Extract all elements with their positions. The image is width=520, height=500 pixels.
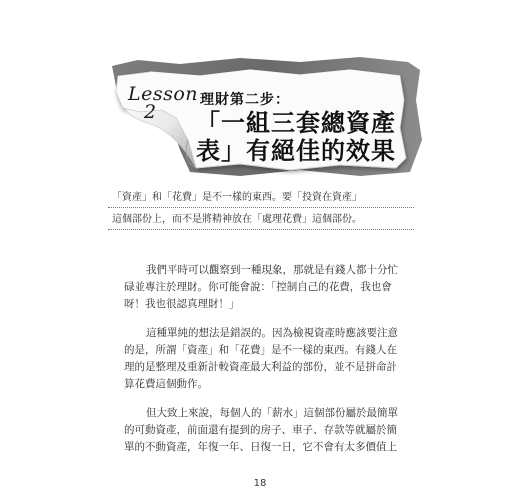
body-text — [124, 262, 404, 456]
key-point-line: 「資產」和「花費」是不一樣的東西。要「投資在資產」 — [108, 188, 414, 208]
lesson-subtitle: 理財第二步： — [200, 92, 290, 108]
text-line: 這種單純的想法是錯誤的。因為檢視資產時應該要注意 — [146, 327, 398, 339]
lesson-label: Lesson — [128, 83, 199, 105]
text-line: 呀！我也很認真理財！」 — [124, 298, 240, 310]
text-line: 但大致上來說，每個人的「薪水」這個部份屬於最簡單 — [146, 407, 398, 419]
text-line: 我們平時可以觀察到一種現象，那就是有錢人都十分忙 — [146, 264, 398, 276]
paragraph — [124, 325, 404, 393]
page-number: 18 — [253, 478, 267, 489]
text-line: 理的是整理及重新計較資產最大利益的部份，並不是拼命計 — [124, 361, 397, 373]
lesson-number: 2 — [144, 101, 157, 123]
lesson-title-line-1: 「一組三套總資產 — [196, 108, 396, 137]
text-line: 單的不動資產，年復一年、日復一日，它不會有太多價值上 — [124, 441, 397, 453]
text-line: 碌並專注於理財。你可能會說：「控制自己的花費，我也會 — [124, 281, 392, 293]
text-line: 的是，所謂「資產」和「花費」是不一樣的東西。有錢人在 — [124, 344, 397, 356]
paragraph — [124, 262, 404, 313]
text-line: 的可動資產，前面還有提到的房子、車子、存款等就屬於簡 — [124, 424, 397, 436]
lesson-title-line-2: 表」有絕佳的效果 — [196, 136, 396, 165]
text-line: 算花費這個動作。 — [124, 378, 208, 390]
paragraph — [124, 405, 404, 456]
key-point-box — [108, 188, 414, 230]
key-point-line: 這個部份上，而不是將精神放在「處理花費」這個部份。 — [108, 210, 414, 230]
